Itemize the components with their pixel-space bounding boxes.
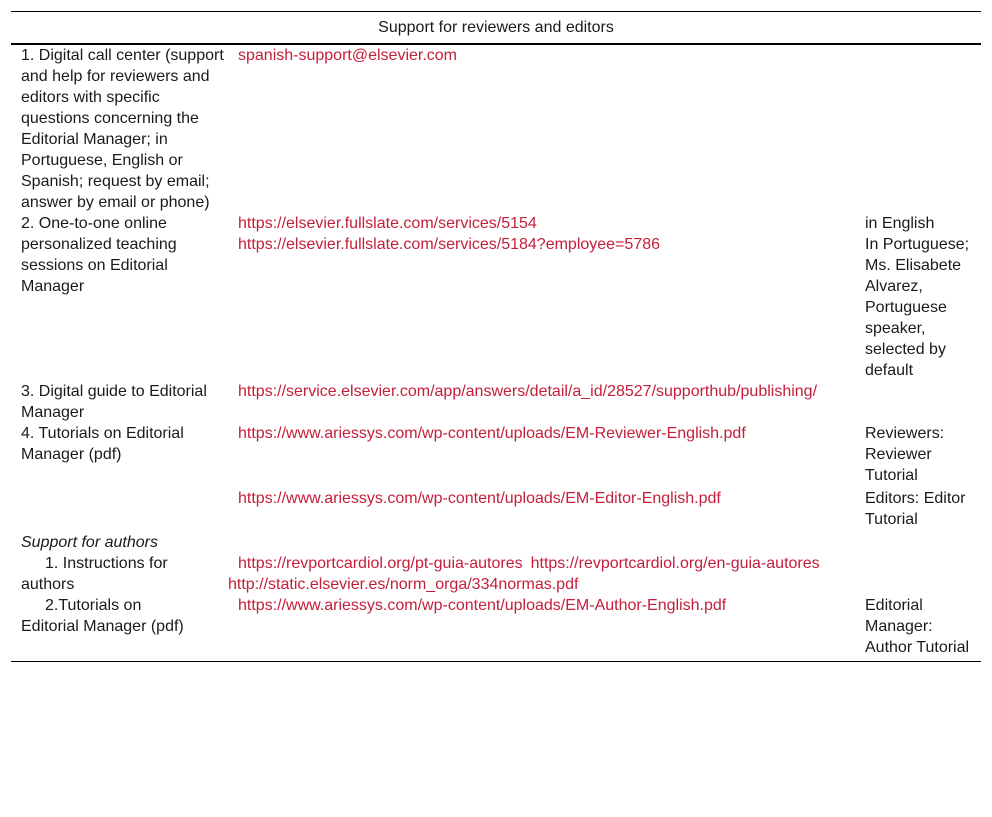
author-norms-link[interactable]: http://static.elsevier.es/norm_orga/334normas.pdf bbox=[228, 576, 579, 593]
table-row bbox=[11, 213, 981, 234]
row-note bbox=[855, 44, 981, 213]
fullslate-english-link[interactable]: https://elsevier.fullslate.com/services/5154 bbox=[238, 215, 537, 232]
editor-tutorial-link[interactable]: https://www.ariessys.com/wp-content/uploads/EM-Editor-English.pdf bbox=[238, 490, 721, 507]
table-row bbox=[11, 381, 981, 423]
row-label: 3. Digital guide to Editorial Manager bbox=[21, 383, 207, 421]
table-row bbox=[11, 595, 981, 662]
row-label: 1. Digital call center (support and help for reviewers and editors with specific questions concerning the Editorial Manager; in Portuguese, English or Spanish; request by email; answer by email or phone) bbox=[21, 47, 224, 211]
fullslate-portuguese-link[interactable]: https://elsevier.fullslate.com/services/5184?employee=5786 bbox=[238, 236, 661, 253]
table-row bbox=[11, 553, 981, 595]
section-heading: Support for authors bbox=[21, 534, 158, 551]
table-row bbox=[11, 44, 981, 213]
digital-guide-link[interactable]: https://service.elsevier.com/app/answers/detail/a_id/28527/supporthub/publishing/ bbox=[238, 383, 818, 400]
row-label: 1. Instructions for authors bbox=[21, 555, 168, 593]
row-note: Reviewers: Reviewer Tutorial bbox=[865, 425, 945, 484]
table-row bbox=[11, 423, 981, 486]
row-label: 2.Tutorials on Editorial Manager (pdf) bbox=[21, 597, 184, 635]
row-note: Editorial Manager: Author Tutorial bbox=[865, 597, 970, 656]
table-title: Support for reviewers and editors bbox=[11, 12, 981, 45]
reviewer-tutorial-link[interactable]: https://www.ariessys.com/wp-content/uploads/EM-Reviewer-English.pdf bbox=[238, 425, 746, 442]
support-table bbox=[11, 11, 981, 662]
row-note: In Portuguese; Ms. Elisabete Alvarez, Portuguese speaker, selected by default bbox=[865, 236, 970, 379]
guide-authors-en-link[interactable]: https://revportcardiol.org/en-guia-autores bbox=[530, 555, 820, 572]
support-email-link[interactable]: spanish-support@elsevier.com bbox=[238, 47, 458, 64]
row-note: Editors: Editor Tutorial bbox=[865, 490, 966, 528]
section-row bbox=[11, 530, 981, 553]
guide-authors-pt-link[interactable]: https://revportcardiol.org/pt-guia-autores bbox=[238, 555, 523, 572]
row-label: 4. Tutorials on Editorial Manager (pdf) bbox=[21, 425, 184, 463]
row-note: in English bbox=[865, 215, 935, 232]
author-tutorial-link[interactable]: https://www.ariessys.com/wp-content/uploads/EM-Author-English.pdf bbox=[238, 597, 727, 614]
row-label: 2. One-to-one online personalized teaching sessions on Editorial Manager bbox=[21, 215, 177, 295]
